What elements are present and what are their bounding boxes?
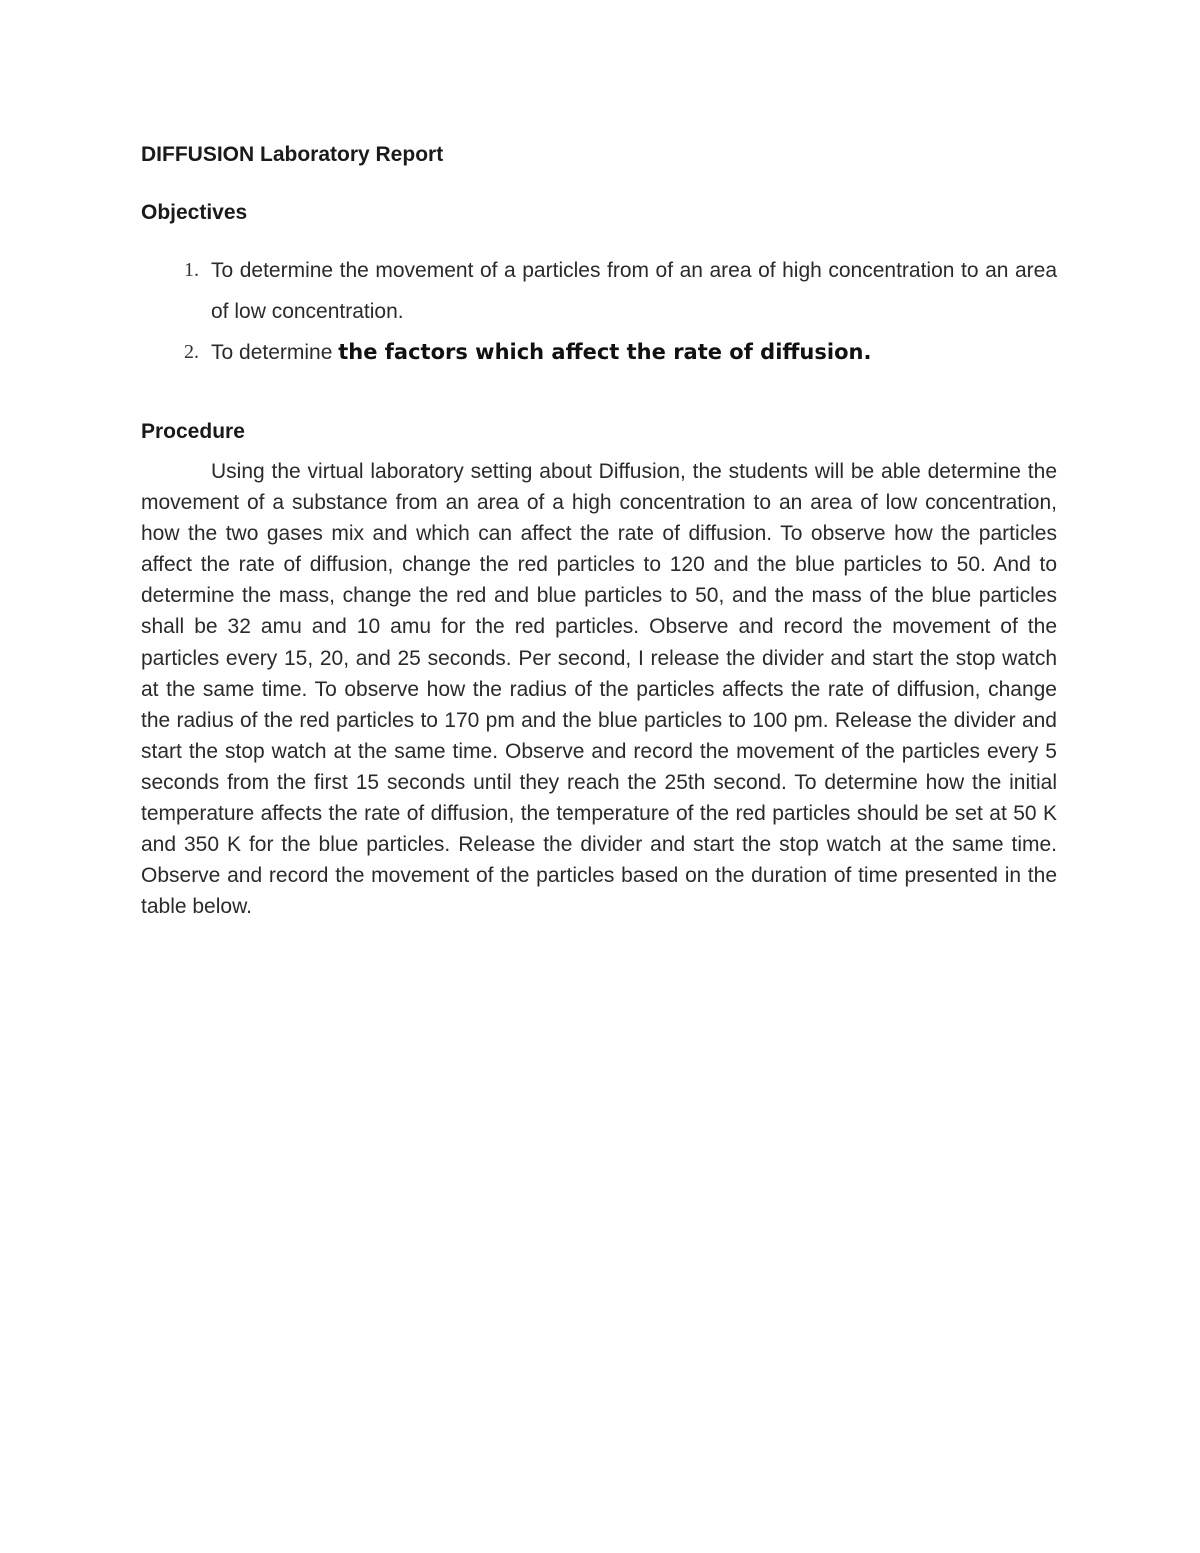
- document-content: [141, 138, 1057, 922]
- objective-item-1: [141, 250, 1057, 332]
- objectives-list: [141, 250, 1057, 373]
- objective-text-2-emphasis: the factors which affect the rate of diffusion.: [338, 340, 872, 364]
- procedure-paragraph: Using the virtual laboratory setting about Diffusion, the students will be able determine the movement of a substance from an area of a high concentration to an area of low concentration, how the two gases mix and which can affect the rate of diffusion. To observe how the particles affect the rate of diffusion, change the red particles to 120 and the blue particles to 50. And to determine the mass, change the red and blue particles to 50, and the mass of the blue particles shall be 32 amu and 10 amu for the red particles. Observe and record the movement of the particles every 15, 20, and 25 seconds. Per second, I release the divider and start the stop watch at the same time. To observe how the radius of the particles affects the rate of diffusion, change the radius of the red particles to 170 pm and the blue particles to 100 pm. Release the divider and start the stop watch at the same time. Observe and record the movement of the particles every 5 seconds from the first 15 seconds until they reach the 25th second. To determine how the initial temperature affects the rate of diffusion, the temperature of the red particles should be set at 50 K and 350 K for the blue particles. Release the divider and start the stop watch at the same time. Observe and record the movement of the particles based on the duration of time presented in the table below.: [141, 460, 1057, 919]
- objective-number-1: 1.: [184, 259, 199, 281]
- objectives-heading: Objectives: [141, 201, 248, 224]
- objective-text-2: [211, 332, 1057, 373]
- objective-number-2: 2.: [184, 341, 199, 363]
- objective-item-2: [141, 332, 1057, 373]
- procedure-heading: Procedure: [141, 420, 245, 443]
- document-title: DIFFUSION Laboratory Report: [141, 143, 444, 166]
- objective-text-2-prefix: To determine: [211, 341, 339, 364]
- objective-text-1: To determine the movement of a particles from of an area of high concentration to an area of low concentration.: [211, 259, 1057, 323]
